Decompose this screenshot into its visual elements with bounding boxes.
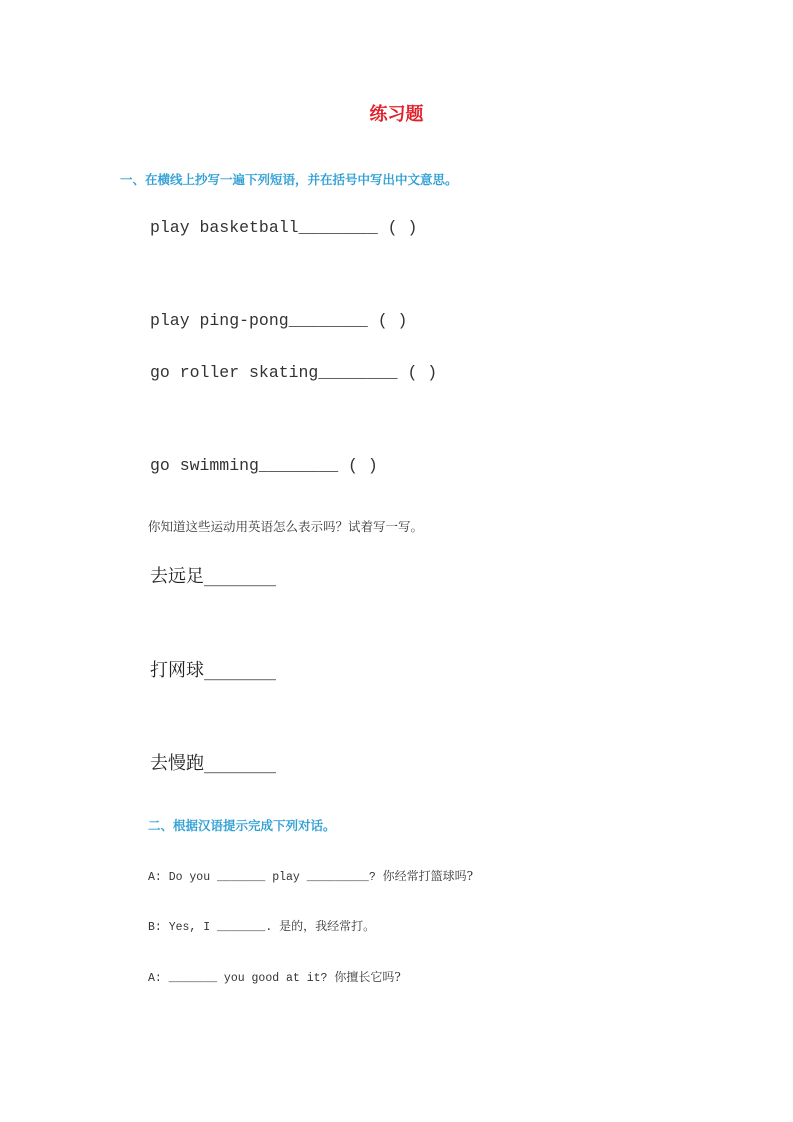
dialog-english: A: Do you _______ play _________? [148,871,383,884]
dialog-english: A: _______ you good at it? [148,972,335,985]
phrase-item: play ping-pong________ ( ) [150,311,408,330]
phrase-item: go roller skating________ ( ) [150,363,438,382]
dialog-line [148,920,375,934]
phrase-item: play basketball________ ( ) [150,218,418,237]
phrase-item: go swimming________ ( ) [150,456,378,475]
chinese-item: 打网球________ [150,660,276,681]
section-2-heading: 二、根据汉语提示完成下列对话。 [148,818,336,833]
chinese-item: 去远足________ [150,566,276,587]
dialog-chinese: 你擅长它吗? [334,970,401,984]
instruction-text: 你知道这些运动用英语怎么表示吗？试着写一写。 [148,519,424,534]
page-title: 练习题 [369,104,424,125]
dialog-line [148,870,473,884]
dialog-chinese: 你经常打篮球吗? [382,869,474,883]
dialog-chinese: 是的，我经常打。 [279,919,376,933]
dialog-line [148,971,401,985]
dialog-english: B: Yes, I _______. [148,921,280,934]
section-1-heading: 一、在横线上抄写一遍下列短语，并在括号中写出中文意思。 [120,172,458,187]
chinese-item: 去慢跑________ [150,753,276,774]
